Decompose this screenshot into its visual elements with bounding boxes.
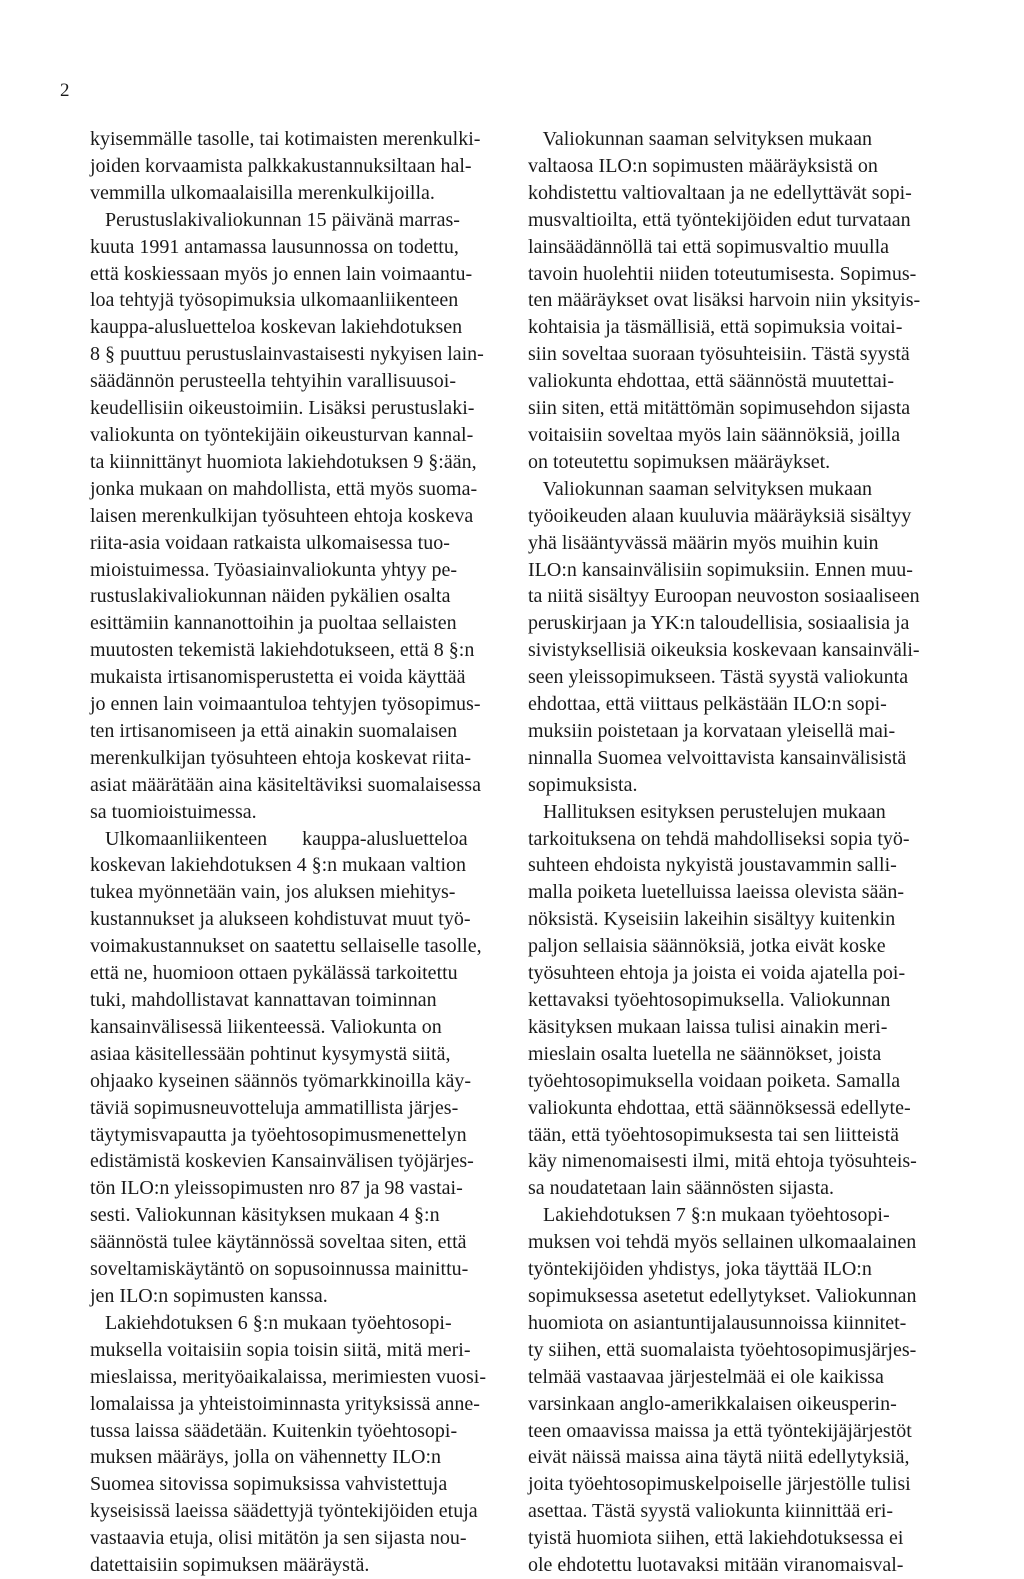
text-line: että ne, huomioon ottaen pykälässä tarkoitettu <box>90 962 458 985</box>
text-line: ty siihen, että suomalaista työehtosopimusjärjes- <box>528 1338 917 1361</box>
text-line: kyisemmälle tasolle, tai kotimaisten merenkulki- <box>90 128 481 150</box>
text-line: muutosten tekemistä lakiehdotukseen, että 8 §:n <box>90 639 475 662</box>
text-line: että koskiessaan myös jo ennen lain voimaantu- <box>90 262 473 285</box>
text-line: sa noudatetaan lain säännösten sijasta. <box>528 1177 835 1200</box>
text-line: muksiin poistetaan ja korvataan yleisellä mai- <box>528 719 896 742</box>
text-line: vastaavia etuja, olisi mitätön ja sen sijasta nou- <box>90 1527 467 1550</box>
text-line: valtaosa ILO:n sopimusten määräyksistä on <box>528 154 878 177</box>
text-line: ILO:n kansainvälisiin sopimuksiin. Ennen muu- <box>528 558 913 581</box>
text-line: loa tehtyjä työsopimuksia ulkomaanliikenteen <box>90 289 459 312</box>
text-line: on toteutettu sopimuksen määräykset. <box>528 450 831 473</box>
text-line: Perustuslakivaliokunnan 15 päivänä marras- <box>90 208 460 231</box>
text-line: ninnalla Suomea velvoittavista kansainvälisistä <box>528 746 907 769</box>
text-line: siin soveltaa suoraan työsuhteisiin. Tästä syystä <box>528 343 910 366</box>
text-line: mukaista irtisanomisperustetta ei voida käyttää <box>90 666 466 689</box>
text-line: sa tuomioistuimessa. <box>90 800 257 823</box>
text-line: kyseisissä laeissa säädettyjä työntekijöiden etuja <box>90 1500 478 1523</box>
text-line: asiat määrätään aina käsiteltäviksi suomalaisessa <box>90 773 481 796</box>
text-line: täytymisvapautta ja työehtosopimusmenettelyn <box>90 1123 467 1146</box>
text-line: työehtosopimuksella voidaan poiketa. Samalla <box>528 1069 901 1092</box>
text-line: voitaisiin soveltaa myös lain säännöksiä, joilla <box>528 423 901 446</box>
right-text-column <box>528 126 980 1579</box>
text-line: valiokunta ehdottaa, että säännöksessä edellyte- <box>528 1096 911 1119</box>
text-line: kustannukset ja alukseen kohdistuvat muut työ- <box>90 908 471 931</box>
text-line: laisen merenkulkijan työsuhteen ehtoja koskeva <box>90 504 474 527</box>
text-line: Ulkomaanliikenteen kauppa-alusluetteloa <box>90 827 468 850</box>
text-line: käy nimenomaisesti ilmi, mitä ehtoja työsuhteis- <box>528 1150 917 1173</box>
text-line: ole ehdotettu luotavaksi mitään viranomaisval- <box>528 1554 904 1577</box>
left-text-column <box>90 126 528 1579</box>
text-line: tyistä huomiota siihen, että lakiehdotuksessa ei <box>528 1527 904 1550</box>
text-line: sopimuksessa asetetut edellytykset. Valiokunnan <box>528 1284 917 1307</box>
text-line: työntekijöiden yhdistys, joka täyttää ILO:n <box>528 1258 872 1281</box>
text-line: muksen voi tehdä myös sellainen ulkomaalainen <box>528 1231 917 1254</box>
text-line: ehdottaa, että viittaus pelkästään ILO:n sopi- <box>528 693 887 716</box>
text-line: eivät näissä maissa aina täytä niitä edellytyksiä, <box>528 1446 910 1469</box>
text-line: huomiota on asiantuntijalausunnoissa kiinnitet- <box>528 1311 907 1334</box>
text-line: seen yleissopimukseen. Tästä syystä valiokunta <box>528 666 909 689</box>
text-line: musvaltioilta, että työntekijöiden edut turvataan <box>528 208 911 231</box>
text-line: työoikeuden alaan kuuluvia määräyksiä sisältyy <box>528 504 912 527</box>
page-number: 2 <box>60 80 70 101</box>
text-line: sivistyksellisiä oikeuksia koskevaan kansainväli- <box>528 639 920 662</box>
text-line: valiokunta ehdottaa, että säännöstä muutettai- <box>528 370 894 393</box>
text-line: 8 § puuttuu perustuslainvastaisesti nykyisen lain- <box>90 343 484 366</box>
text-line: voimakustannukset on saatettu sellaiselle tasolle, <box>90 935 482 958</box>
text-line: Valiokunnan saaman selvityksen mukaan <box>528 477 873 500</box>
text-line: joiden korvaamista palkkakustannuksiltaan hal- <box>90 154 472 177</box>
text-line: suhteen ehdoista nykyistä joustavammin salli- <box>528 854 897 877</box>
text-line: telmää vastaavaa järjestelmää ei ole kaikissa <box>528 1365 884 1388</box>
text-line: datettaisiin sopimuksen määräystä. <box>90 1554 370 1577</box>
text-line: ta kiinnittänyt huomiota lakiehdotuksen 9 §:ään, <box>90 450 477 473</box>
text-line: tarkoituksena on tehdä mahdolliseksi sopia työ- <box>528 827 910 850</box>
text-line: työsuhteen ehtoja ja joista ei voida ajatella poi- <box>528 962 906 985</box>
text-line: ta niitä sisältyy Euroopan neuvoston sosiaaliseen <box>528 585 920 608</box>
text-line: säännöstä tulee käytännössä soveltaa siten, että <box>90 1231 467 1254</box>
text-line: joita työehtosopimuskelpoiselle järjestölle tulisi <box>528 1473 911 1496</box>
text-line: koskevan lakiehdotuksen 4 §:n mukaan valtion <box>90 854 467 877</box>
text-line: kuuta 1991 antamassa lausunnossa on todettu, <box>90 235 459 258</box>
text-line: asiaa käsitellessään pohtinut kysymystä siitä, <box>90 1042 451 1065</box>
text-line: tukea myönnetään vain, jos aluksen miehitys- <box>90 881 456 904</box>
text-line: jo ennen lain voimaantuloa tehtyjen työsopimus- <box>90 693 481 716</box>
text-line: kauppa-alusluetteloa koskevan lakiehdotuksen <box>90 316 463 339</box>
text-line: asettaa. Tästä syystä valiokunta kiinnittää eri- <box>528 1500 894 1523</box>
text-line: vemmilla ulkomaalaisilla merenkulkijoilla. <box>90 181 435 204</box>
text-line: teen omaavissa maissa ja että työntekijäjärjestöt <box>528 1419 912 1442</box>
text-line: tussa laissa säädetään. Kuitenkin työehtosopi- <box>90 1419 458 1442</box>
text-line: siin siten, että mitättömän sopimusehdon sijasta <box>528 397 911 420</box>
text-line: Suomea sitovissa sopimuksissa vahvistettuja <box>90 1473 448 1496</box>
text-line: sesti. Valiokunnan käsityksen mukaan 4 §:n <box>90 1204 440 1227</box>
text-line: soveltamiskäytäntö on sopusoinnussa mainittu- <box>90 1258 469 1281</box>
text-line: kansainvälisessä liikenteessä. Valiokunta on <box>90 1015 442 1038</box>
text-line: Lakiehdotuksen 6 §:n mukaan työehtosopi- <box>90 1311 452 1334</box>
text-line: esittämiin kannanottoihin ja puoltaa sellaisten <box>90 612 457 635</box>
text-line: lomalaissa ja yhteistoiminnasta yrityksissä anne- <box>90 1392 480 1415</box>
text-line: muksella voitaisiin sopia toisin siitä, mitä meri- <box>90 1338 471 1361</box>
text-line: jen ILO:n sopimusten kanssa. <box>90 1284 328 1307</box>
text-line: valiokunta on työntekijäin oikeusturvan kannal- <box>90 423 474 446</box>
text-line: malla poiketa luetelluissa laeissa olevista sään- <box>528 881 904 904</box>
text-line: tuki, mahdollistavat kannattavan toiminnan <box>90 989 437 1011</box>
text-line: ohjaako kyseinen säännös työmarkkinoilla käy- <box>90 1069 472 1092</box>
text-line: kohtaisia ja täsmällisiä, että sopimuksia voitai- <box>528 316 903 339</box>
text-line: käsityksen mukaan laissa tulisi ainakin meri- <box>528 1015 888 1038</box>
text-line: Valiokunnan saaman selvityksen mukaan <box>528 128 873 150</box>
text-line: rustuslakivaliokunnan näiden pykälien osalta <box>90 585 451 608</box>
text-line: peruskirjaan ja YK:n taloudellisia, sosiaalisia ja <box>528 612 910 635</box>
text-line: ten määräykset ovat lisäksi harvoin niin yksityis- <box>528 289 921 312</box>
text-line: kohdistettu valtiovaltaan ja ne edellyttävät sopi- <box>528 181 912 204</box>
text-line: tön ILO:n yleissopimusten nro 87 ja 98 vastai- <box>90 1177 463 1200</box>
text-line: jonka mukaan on mahdollista, että myös suoma- <box>90 477 478 500</box>
text-line: yhä lisääntyvässä määrin myös muihin kuin <box>528 531 879 554</box>
text-line: sopimuksista. <box>528 773 638 796</box>
text-line: Lakiehdotuksen 7 §:n mukaan työehtosopi- <box>528 1204 890 1227</box>
text-line: nöksistä. Kyseisiin lakeihin sisältyy kuitenkin <box>528 908 896 931</box>
text-line: kettavaksi työehtosopimuksella. Valiokunnan <box>528 989 891 1011</box>
text-line: edistämistä koskevien Kansainvälisen työjärjes- <box>90 1150 474 1173</box>
text-line: säädännön perusteella tehtyihin varallisuusoi- <box>90 370 457 393</box>
text-line: Hallituksen esityksen perustelujen mukaan <box>528 800 886 823</box>
text-line: merenkulkijan työsuhteen ehtoja koskevat riita- <box>90 746 471 769</box>
text-line: muksen määräys, jolla on vähennetty ILO:n <box>90 1446 442 1469</box>
text-line: varsinkaan anglo-amerikkalaisen oikeusperin- <box>528 1392 897 1415</box>
text-line: täviä sopimusneuvotteluja ammatillista järjes- <box>90 1096 459 1119</box>
text-line: ten irtisanomiseen ja että ainakin suomalaisen <box>90 719 458 742</box>
text-line: paljon sellaisia säännöksiä, jotka eivät koske <box>528 935 886 958</box>
text-line: mieslaissa, merityöaikalaissa, merimiesten vuosi- <box>90 1365 487 1388</box>
text-line: tään, että työehtosopimuksesta tai sen liitteistä <box>528 1123 900 1146</box>
text-line: mieslain osalta luetella ne säännökset, joista <box>528 1042 882 1065</box>
text-line: tavoin huolehtii niiden toteutumisesta. Sopimus- <box>528 262 917 285</box>
text-line: riita-asia voidaan ratkaista ulkomaisessa tuo- <box>90 531 450 554</box>
text-line: lainsäädännöllä tai että sopimusvaltio muulla <box>528 235 890 258</box>
text-line: mioistuimessa. Työasiainvaliokunta yhtyy pe- <box>90 558 458 581</box>
text-line: keudellisiin oikeustoimiin. Lisäksi perustuslaki- <box>90 397 475 420</box>
